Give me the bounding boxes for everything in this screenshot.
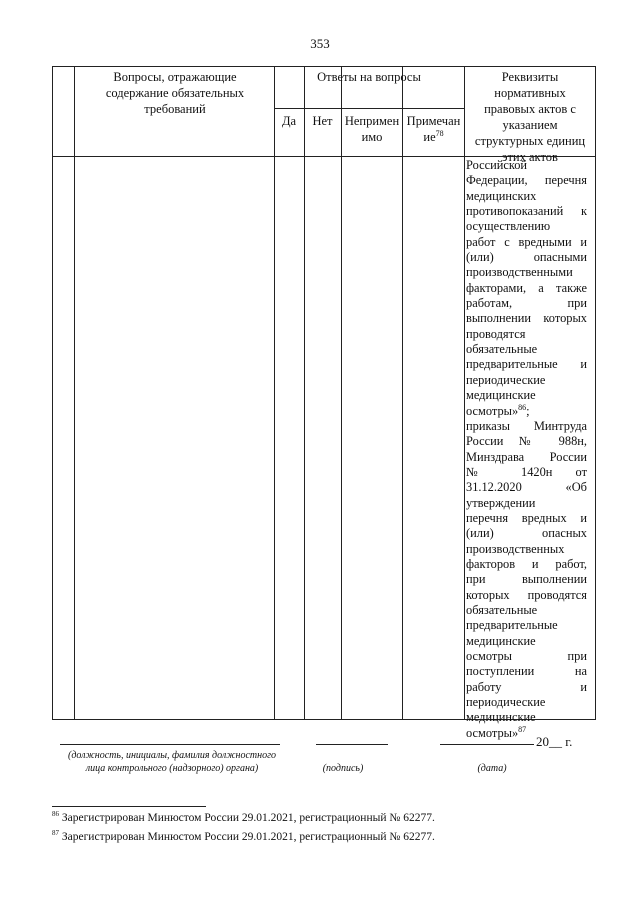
signature-caption: (подпись) xyxy=(322,763,364,774)
requisites-line: Федерации, перечня xyxy=(466,173,587,188)
header-answers: Ответы на вопросы xyxy=(317,70,421,84)
position-caption: (должность, инициалы, фамилия должностного лица контрольного (надзорного) органа) xyxy=(67,750,276,774)
requisites-line: обязательные xyxy=(466,342,538,357)
col-divider xyxy=(304,67,305,719)
footnote-number: 86 xyxy=(52,810,59,818)
col-divider xyxy=(464,67,465,719)
requisites-line: осмотры при xyxy=(466,649,587,663)
requisites-line: медицинские xyxy=(466,710,536,725)
requisites-line: работам, при xyxy=(466,296,587,311)
col-divider xyxy=(341,67,342,719)
requisites-line: осмотры»$^{86}$; xyxy=(466,403,530,418)
footnote-text: Зарегистрирован Минюстом России 29.01.2021, регистрационный № 62277. xyxy=(61,830,435,843)
footnote-text: Зарегистрирован Минюстом России 29.01.2021, регистрационный № 62277. xyxy=(61,811,435,824)
requisites-line: (или) опасных xyxy=(466,526,587,541)
requisites-line: утверждении xyxy=(466,495,536,510)
requisites-line: периодические xyxy=(466,695,546,710)
requisites-text xyxy=(466,158,587,741)
requisites-line: которых проводятся xyxy=(466,587,587,602)
requisites-line: поступлении на xyxy=(466,664,587,679)
subheader-not-applicable: Неприменимо xyxy=(344,114,400,144)
requisites-line: предварительные xyxy=(466,618,558,633)
subheader-note-text: Примечание xyxy=(406,114,461,144)
col-divider xyxy=(402,67,403,719)
requisites-line: (или) опасными xyxy=(466,250,587,265)
page-number: 353 xyxy=(310,36,330,51)
requisites-line: осмотры»$^{87}$ xyxy=(466,725,527,740)
requisites-line: проводятся xyxy=(466,326,526,341)
signature-line-date xyxy=(440,744,534,745)
requisites-line: 31.12.2020 «Об xyxy=(466,480,587,495)
footnote-ref: 87 xyxy=(518,725,527,734)
subheader-divider xyxy=(274,108,464,109)
footnote-separator xyxy=(52,806,206,807)
footnote-number: 87 xyxy=(52,829,59,837)
requisites-line: приказы Минтруда xyxy=(466,418,587,433)
requisites-line: факторов и работ, xyxy=(466,556,587,571)
subheader-yes: Да xyxy=(281,114,297,128)
footnote-86 xyxy=(52,810,435,824)
requisites-line: медицинские xyxy=(466,388,536,403)
year-field: 20__ г. xyxy=(536,734,573,749)
requisites-line: работу и xyxy=(466,679,587,694)
requisites-line: медицинских xyxy=(466,188,537,203)
subheader-note xyxy=(404,113,463,145)
requisites-line: противопоказаний к xyxy=(466,204,587,219)
signature-line-position xyxy=(60,744,280,745)
requisites-line: производственными xyxy=(466,265,573,280)
header-requisites: Реквизиты нормативных правовых актов с указанием структурных единиц этих актов xyxy=(474,70,586,164)
col-divider xyxy=(74,67,75,719)
requisites-line: выполнении которых xyxy=(466,311,587,326)
col-divider xyxy=(274,67,275,719)
subheader-note-footnote-ref: 78 xyxy=(435,128,444,138)
header-questions: Вопросы, отражающие содержание обязательных требований xyxy=(105,70,245,116)
signature-line-sign xyxy=(316,744,388,745)
requisites-line: периодические xyxy=(466,372,546,387)
requisites-line: перечня вредных и xyxy=(466,510,587,525)
requisites-line: при выполнении xyxy=(466,572,587,587)
footnote-ref: 86 xyxy=(518,403,527,412)
requisites-line: Минздрава России xyxy=(466,449,587,464)
subheader-no: Нет xyxy=(312,114,333,128)
date-caption: (дата) xyxy=(477,763,507,774)
requisites-line: России № 988н, xyxy=(466,434,587,449)
requisites-line: Российской xyxy=(466,158,528,172)
requisites-line: предварительные и xyxy=(466,357,587,372)
checklist-table xyxy=(52,66,596,740)
footnote-87 xyxy=(52,829,435,843)
requisites-line: № 1420н от xyxy=(466,464,587,479)
requisites-line: факторами, а также xyxy=(466,280,587,295)
requisites-line: осуществлению xyxy=(466,219,551,234)
requisites-line: работ с вредными и xyxy=(466,234,587,249)
requisites-line: обязательные xyxy=(466,602,538,617)
requisites-line: медицинские xyxy=(466,633,536,648)
requisites-line: производственных xyxy=(466,541,565,556)
